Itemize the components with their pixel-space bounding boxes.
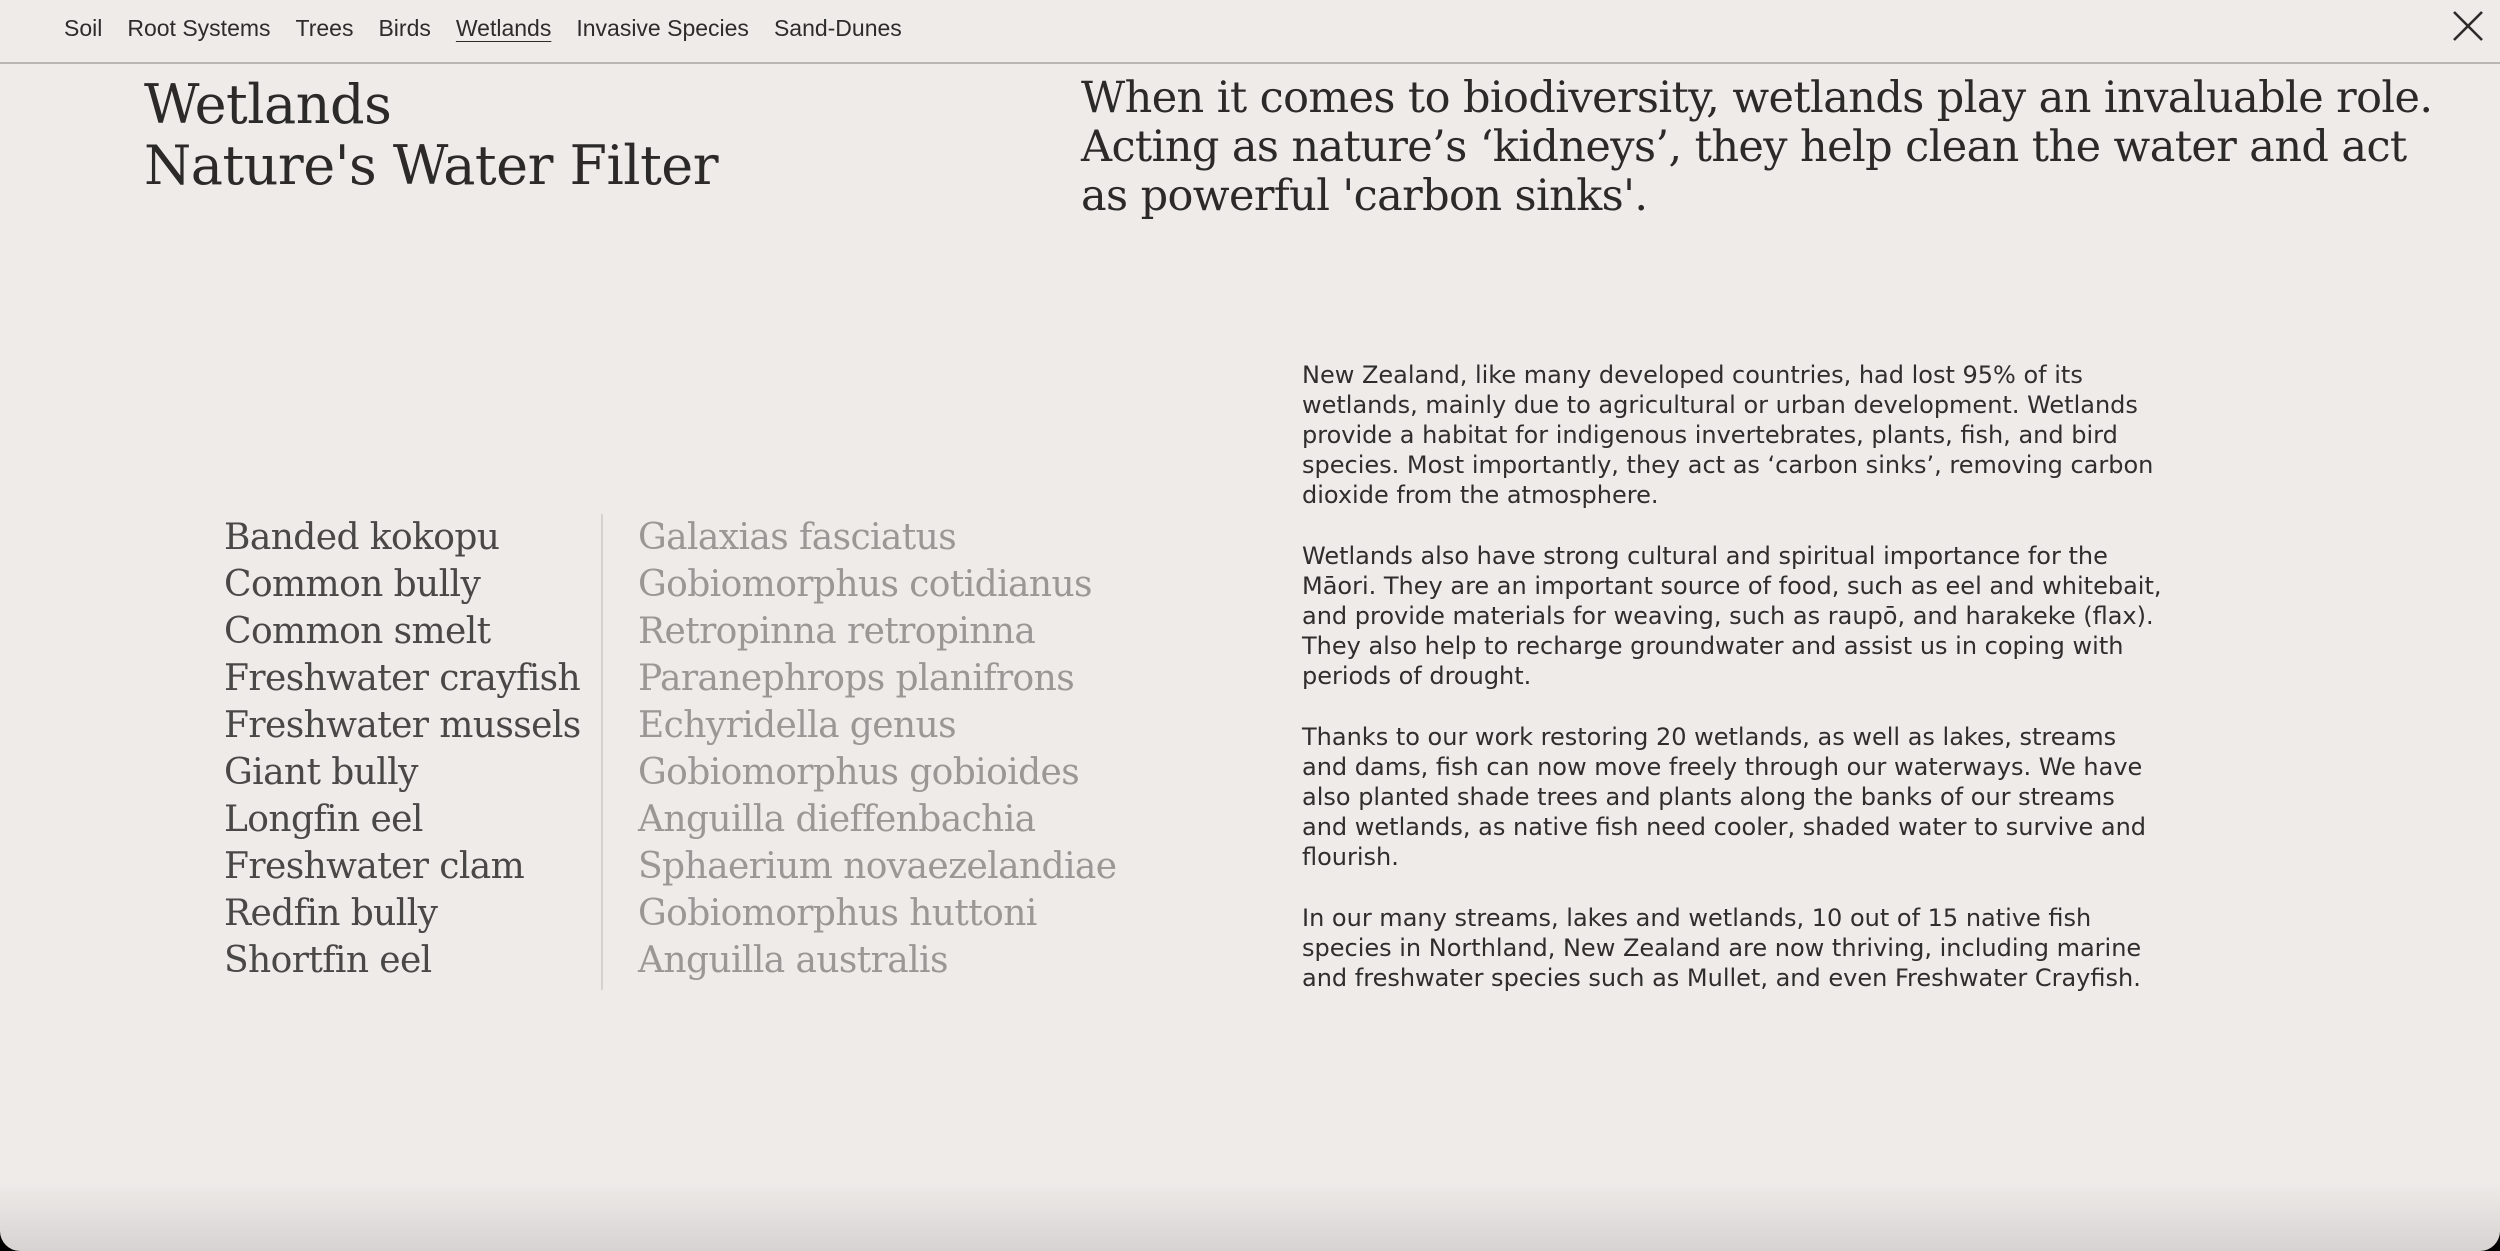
species-scientific-name: Gobiomorphus gobioides [638, 752, 1080, 793]
species-row [222, 608, 1122, 655]
species-row [222, 937, 1122, 984]
species-row [222, 890, 1122, 937]
species-scientific-name: Anguilla dieffenbachia [638, 799, 1036, 840]
species-scientific-name: Paranephrops planifrons [638, 658, 1075, 699]
nav-item-trees[interactable]: Trees [295, 15, 354, 41]
body-paragraph: In our many streams, lakes and wetlands, 10 out of 15 native fish species in Northland, New Zealand are now thriving, including marine and freshwater species such as Mullet, and even Freshwater Crayfish. [1302, 904, 2142, 992]
species-row [222, 749, 1122, 796]
species-common-name: Freshwater clam [224, 846, 525, 887]
species-common-name: Freshwater crayfish [224, 658, 581, 699]
body-paragraph: Thanks to our work restoring 20 wetlands, as well as lakes, streams and dams, fish can now move freely through our waterways. We have also planted shade trees and plants along the banks of our streams and wetlands, as native fish need cooler, shaded water to survive and flourish. [1302, 723, 2147, 871]
species-common-name: Common smelt [224, 611, 491, 652]
page-title-line-2: Nature's Water Filter [144, 134, 719, 197]
species-scientific-name: Gobiomorphus cotidianus [638, 564, 1092, 605]
close-icon [2451, 9, 2485, 43]
species-list [222, 514, 1122, 994]
species-row [222, 796, 1122, 843]
species-scientific-name: Gobiomorphus huttoni [638, 893, 1037, 934]
page-title-line-1: Wetlands [144, 73, 392, 136]
top-navigation [0, 0, 2500, 64]
species-scientific-name: Anguilla australis [638, 940, 948, 981]
species-scientific-name: Retropinna retropinna [638, 611, 1036, 652]
nav-item-soil[interactable]: Soil [64, 15, 103, 41]
nav-items [64, 13, 927, 43]
species-row [222, 702, 1122, 749]
page-title [144, 74, 718, 196]
nav-item-birds[interactable]: Birds [378, 15, 431, 41]
species-scientific-name: Galaxias fasciatus [638, 517, 957, 558]
nav-item-sand-dunes[interactable]: Sand-Dunes [773, 15, 902, 41]
species-common-name: Redfin bully [224, 893, 438, 934]
species-row [222, 655, 1122, 702]
species-row [222, 561, 1122, 608]
species-scientific-name: Echyridella genus [638, 705, 956, 746]
species-row [222, 843, 1122, 890]
intro-text: When it comes to biodiversity, wetlands play an invaluable role. Acting as nature’s ‘kidneys’, they help clean the water and act as powerful 'carbon sinks'. [1081, 73, 2433, 221]
species-common-name: Common bully [224, 564, 481, 605]
nav-item-root-systems[interactable]: Root Systems [127, 15, 271, 41]
species-common-name: Longfin eel [224, 799, 423, 840]
species-common-name: Giant bully [224, 752, 418, 793]
nav-item-invasive-species[interactable]: Invasive Species [576, 15, 749, 41]
species-common-name: Banded kokopu [224, 517, 500, 558]
species-common-name: Shortfin eel [224, 940, 432, 981]
species-row [222, 514, 1122, 561]
body-paragraph: Wetlands also have strong cultural and spiritual importance for the Māori. They are an important source of food, such as eel and whitebait, and provide materials for weaving, such as raupō, and harakeke (flax). They also help to recharge groundwater and assist us in coping with periods of drought. [1302, 542, 2162, 690]
nav-item-wetlands[interactable]: Wetlands [455, 15, 552, 41]
body-text [1302, 360, 2162, 1024]
species-common-name: Freshwater mussels [224, 705, 581, 746]
close-button[interactable] [2451, 9, 2485, 43]
body-paragraph: New Zealand, like many developed countries, had lost 95% of its wetlands, mainly due to agricultural or urban development. Wetlands provide a habitat for indigenous invertebrates, plants, fish, and bird species. Most importantly, they act as ‘carbon sinks’, removing carbon dioxide from the atmosphere. [1302, 361, 2154, 509]
species-scientific-name: Sphaerium novaezelandiae [638, 846, 1117, 887]
